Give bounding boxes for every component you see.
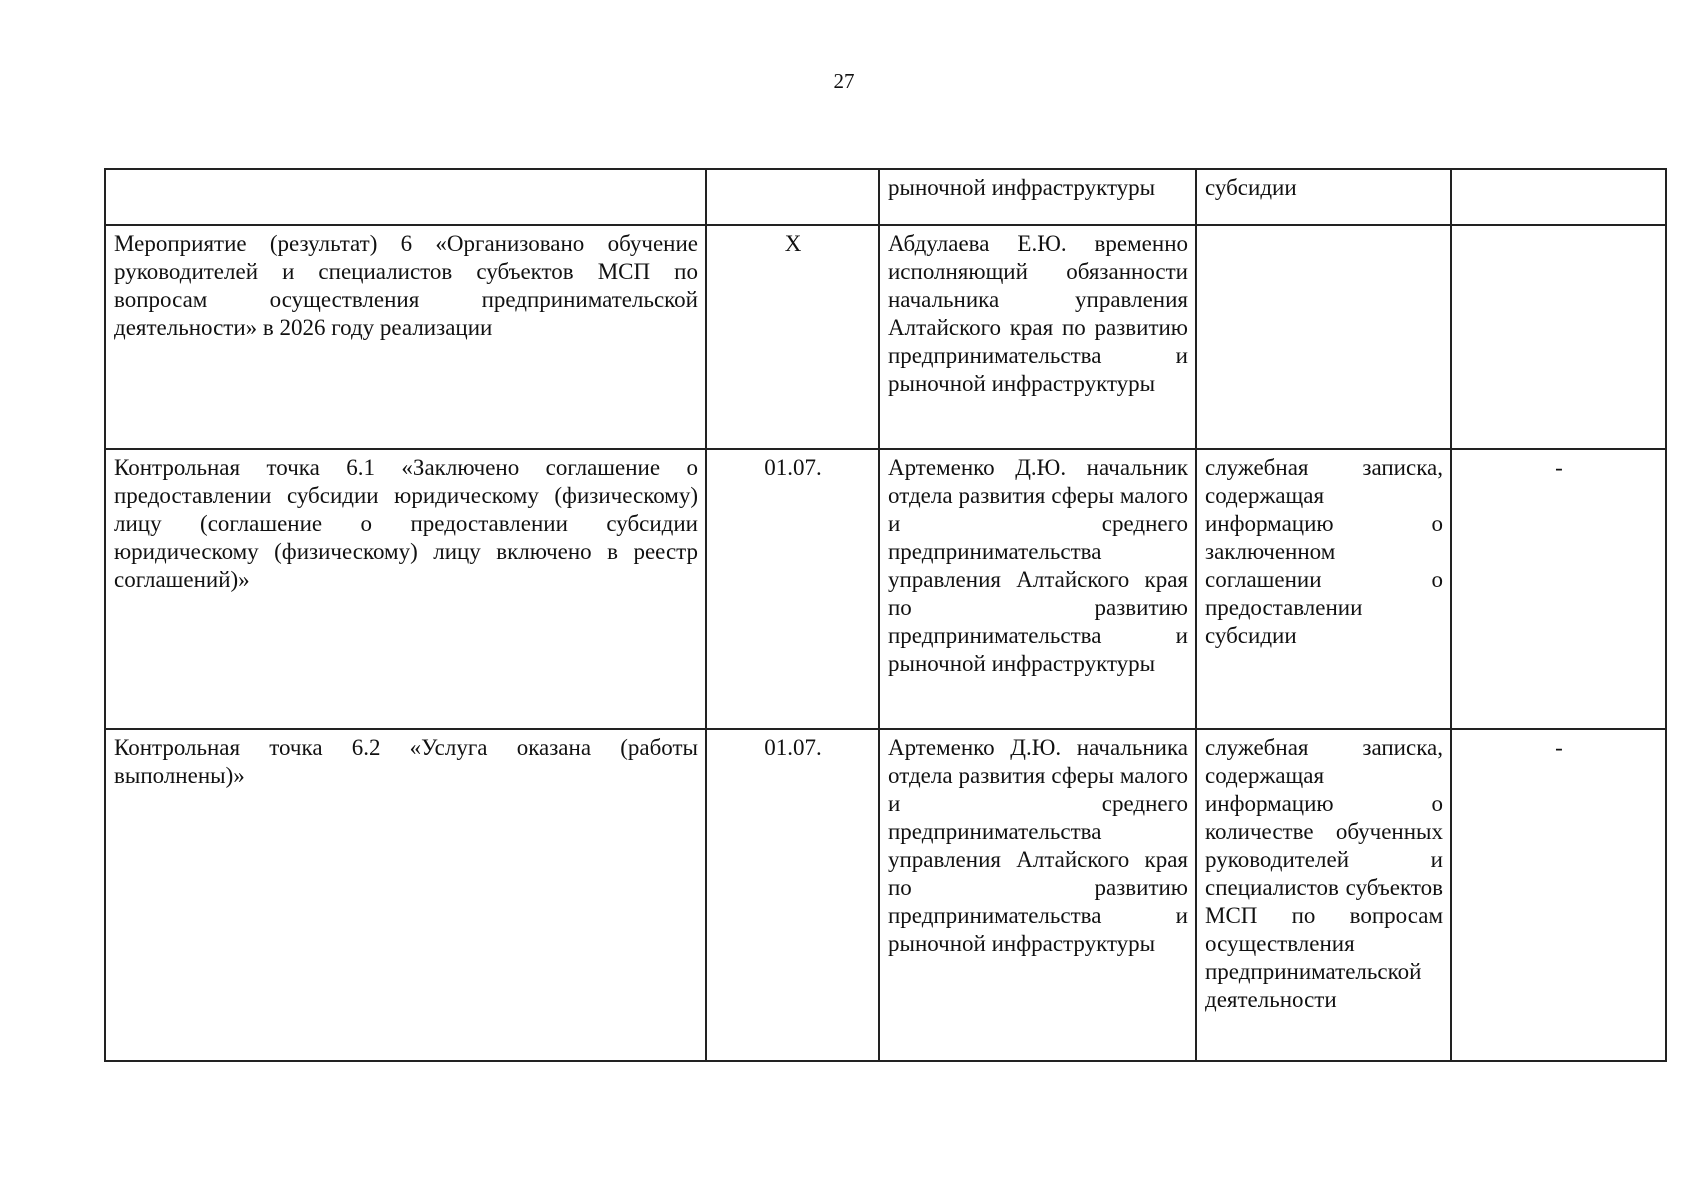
cell-name-text: Контрольная точка 6.1 «Заключено соглашение о предоставлении субсидии юридическому (физическому) лицу (соглашение о предоставлении субсидии юридическому (физическому) лицу включено в реестр соглашений)» [114,455,698,592]
table-cell-system [1451,225,1666,449]
table-cell-system [1451,449,1666,729]
cell-date-text: 01.07. [764,735,822,760]
table-cell-document [1196,449,1451,729]
table-cell-date [706,169,879,225]
table-cell-name [105,449,706,729]
table-cell-responsible [879,729,1196,1061]
page-number: 27 [833,69,855,93]
cell-responsible-text: Абдулаева Е.Ю. временно исполняющий обязанности начальника управления Алтайского края по развитию предпринимательства и рыночной инфраструктуры [888,231,1188,396]
cell-system-text: - [1555,455,1563,480]
plan-table [104,168,1667,1062]
table-cell-name [105,169,706,225]
cell-name-text: Контрольная точка 6.2 «Услуга оказана (работы выполнены)» [114,735,698,788]
table-cell-name [105,225,706,449]
cell-date-text: 01.07. [764,455,822,480]
cell-document-text: служебная записка, содержащая информацию о количестве обученных руководителей и специалистов субъектов МСП по вопросам осуществления предпринимательской деятельности [1205,735,1443,1012]
cell-system-text: - [1555,735,1563,760]
table-row [105,729,1666,1061]
table-row [105,225,1666,449]
table-cell-responsible [879,169,1196,225]
cell-document-text: субсидии [1205,175,1297,200]
table-cell-responsible [879,449,1196,729]
cell-name-text: Мероприятие (результат) 6 «Организовано обучение руководителей и специалистов субъектов МСП по вопросам осуществления предпринимательской деятельности» в 2026 году реализации [114,231,698,340]
table-cell-document [1196,225,1451,449]
table-row [105,169,1666,225]
table-cell-document [1196,169,1451,225]
cell-date-text: Х [784,231,802,256]
table-cell-system [1451,169,1666,225]
table-cell-date [706,449,879,729]
table-row [105,449,1666,729]
table-cell-date [706,225,879,449]
table-cell-name [105,729,706,1061]
table-cell-responsible [879,225,1196,449]
table-cell-date [706,729,879,1061]
cell-responsible-text: Артеменко Д.Ю. начальник отдела развития сферы малого и среднего предпринимательства управления Алтайского края по развитию предпринимательства и рыночной инфраструктуры [888,455,1188,676]
cell-responsible-text: Артеменко Д.Ю. начальника отдела развития сферы малого и среднего предпринимательства управления Алтайского края по развитию предпринимательства и рыночной инфраструктуры [888,735,1188,956]
cell-responsible-text: рыночной инфраструктуры [888,175,1156,200]
table-cell-system [1451,729,1666,1061]
table-cell-document [1196,729,1451,1061]
cell-document-text: служебная записка, содержащая информацию о заключенном соглашении о предоставлении субсидии [1205,455,1443,648]
